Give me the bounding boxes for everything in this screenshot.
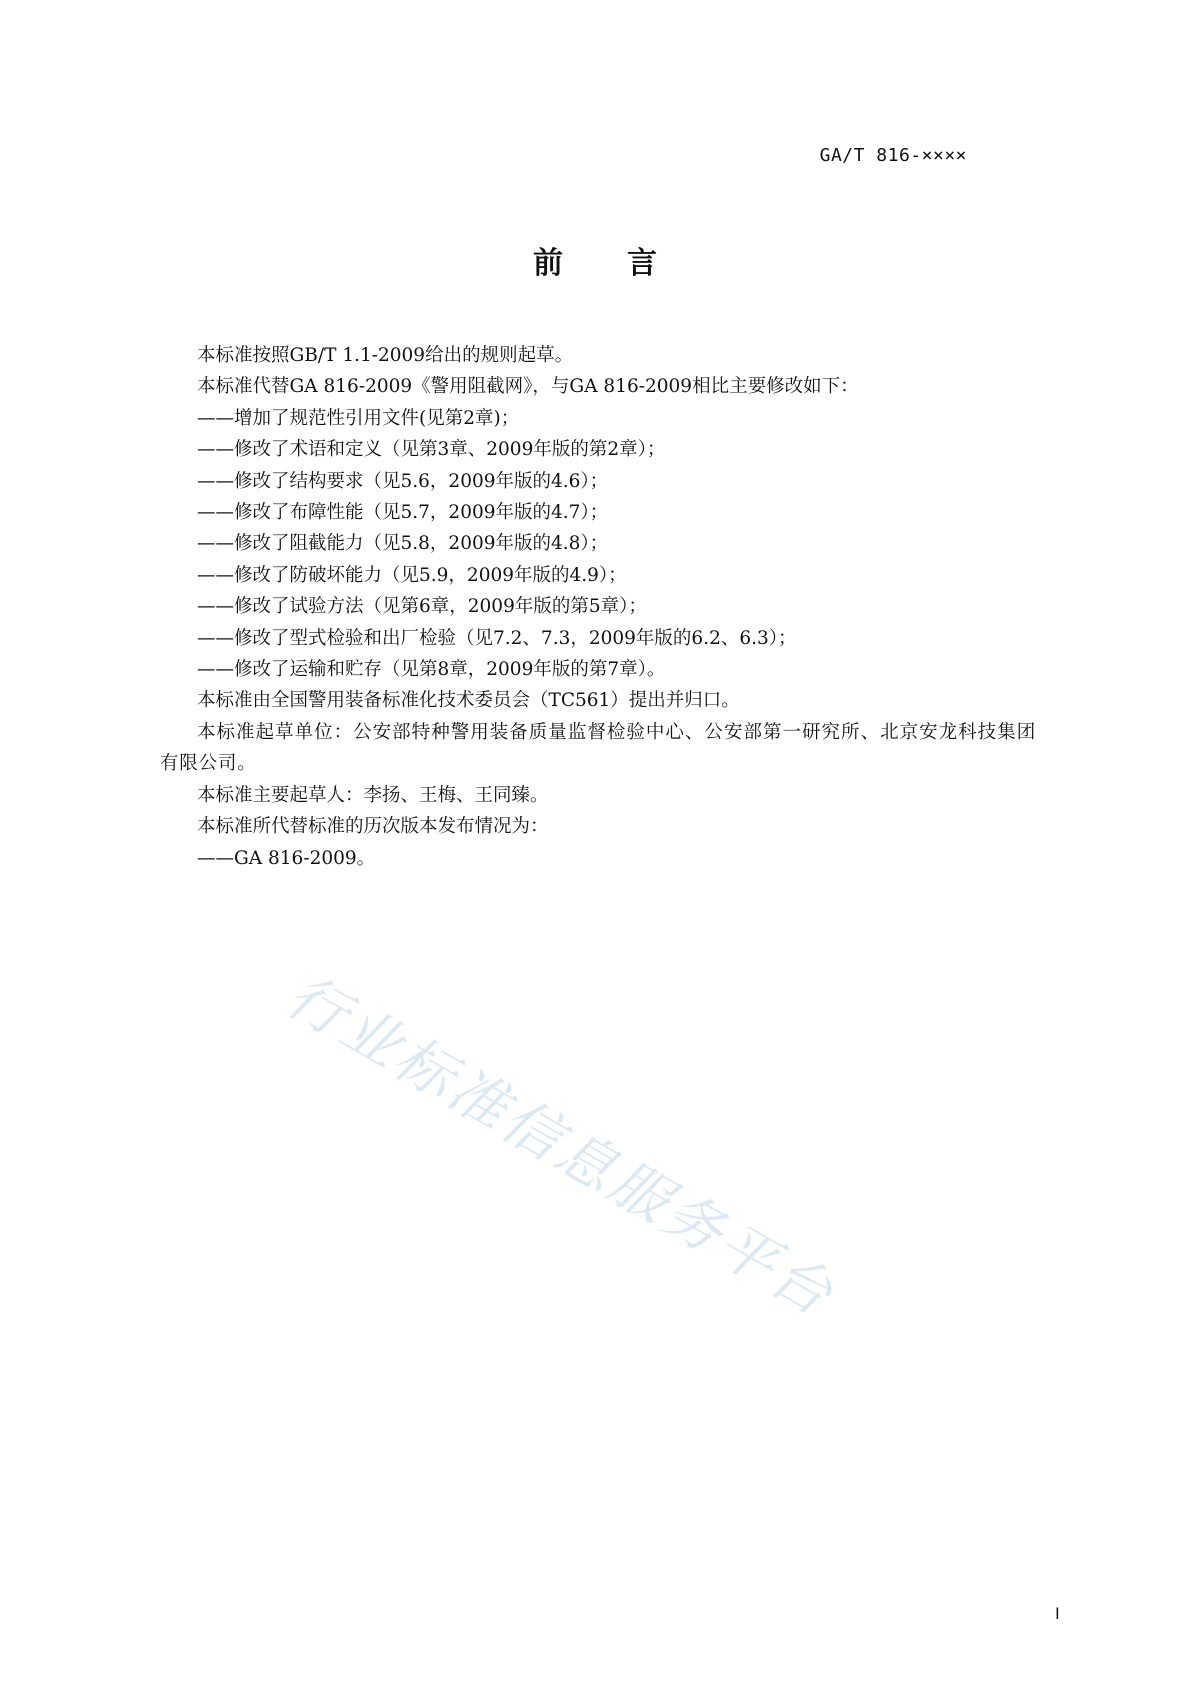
list-item: ——修改了术语和定义（见第3章、2009年版的第2章）； bbox=[197, 439, 666, 461]
list-item: ——增加了规范性引用文件(见第2章)； bbox=[197, 407, 520, 429]
list-item: ——修改了结构要求（见5.6，2009年版的4.6）； bbox=[197, 470, 609, 492]
paragraph: 本标准由全国警用装备标准化技术委员会（TC561）提出并归口。 bbox=[197, 690, 740, 712]
paragraph: 本标准代替GA 816-2009《警用阻截网》，与GA 816-2009相比主要修改如下： bbox=[197, 376, 859, 398]
page-number: I bbox=[1055, 1604, 1060, 1623]
list-item: ——GA 816-2009。 bbox=[197, 847, 376, 869]
paragraph: 本标准主要起草人：李扬、王梅、王同臻。 bbox=[197, 784, 549, 806]
title-char-2: 言 bbox=[627, 246, 657, 281]
page-title bbox=[0, 238, 1190, 282]
list-item: ——修改了阻截能力（见5.8，2009年版的4.8）； bbox=[197, 533, 609, 555]
paragraph: 本标准起草单位：公安部特种警用装备质量监督检验中心、公安部第一研究所、北京安龙科技集团有限公司。 bbox=[160, 721, 1036, 775]
list-item: ——修改了布障性能（见5.7，2009年版的4.7）； bbox=[197, 502, 609, 524]
paragraph: 本标准按照GB/T 1.1-2009给出的规则起草。 bbox=[197, 345, 574, 366]
title-char-1: 前 bbox=[533, 246, 563, 281]
paragraph: 本标准所代替标准的历次版本发布情况为： bbox=[197, 816, 549, 838]
foreword-body bbox=[160, 340, 1036, 874]
watermark: 行业标准信息服务平台 bbox=[275, 961, 847, 1331]
list-item: ——修改了运输和贮存（见第8章，2009年版的第7章）。 bbox=[197, 659, 666, 681]
document-code: GA/T 816-×××× bbox=[819, 145, 967, 166]
list-item: ——修改了型式检验和出厂检验（见7.2、7.3，2009年版的6.2、6.3）； bbox=[197, 627, 797, 649]
list-item: ——修改了防破坏能力（见5.9，2009年版的4.9）； bbox=[197, 564, 627, 586]
list-item: ——修改了试验方法（见第6章，2009年版的第5章）； bbox=[197, 596, 647, 618]
